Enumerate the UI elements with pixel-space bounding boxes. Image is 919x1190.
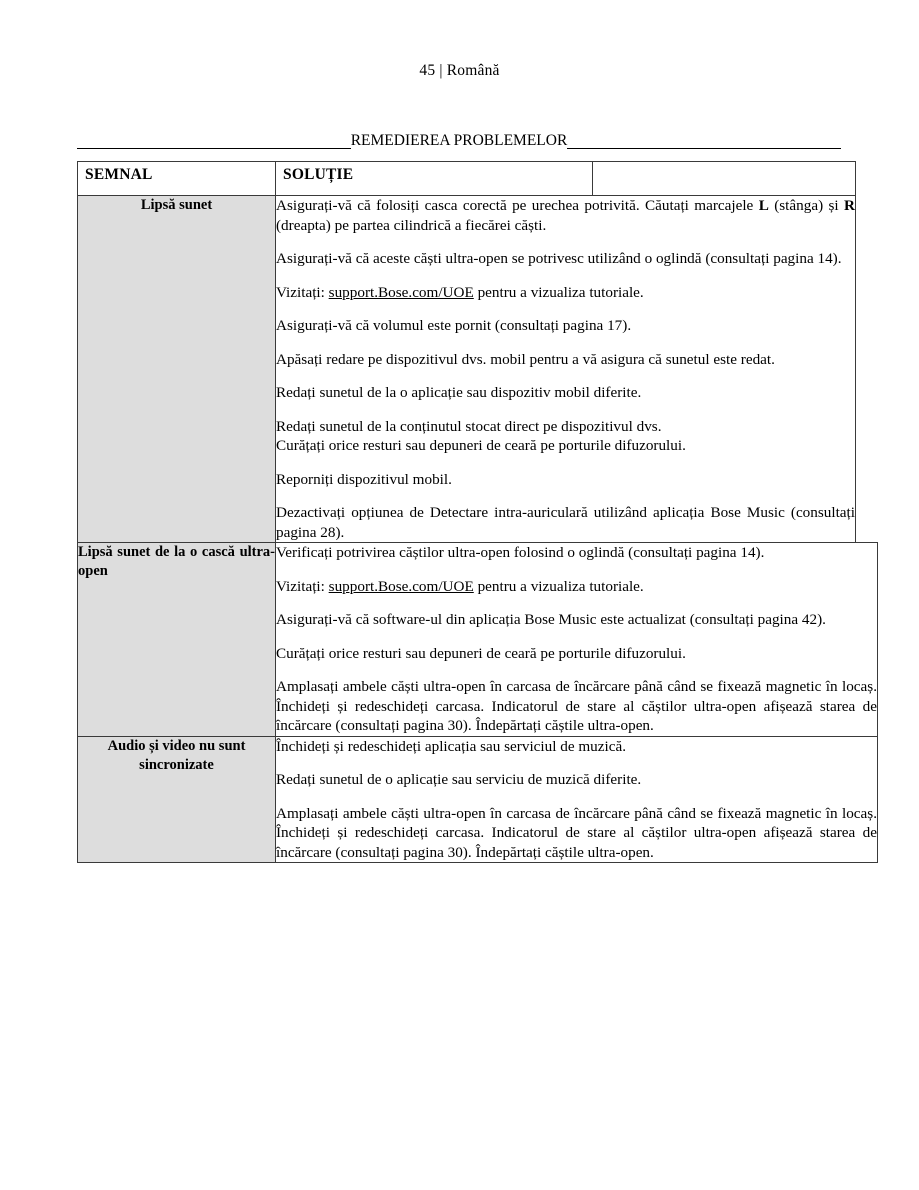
- solution-paragraph: Curățați orice resturi sau depuneri de ceară pe porturile difuzorului.: [276, 644, 686, 662]
- emphasis-text: L: [758, 197, 769, 214]
- solution-paragraph: Redați sunetul de la conținutul stocat direct pe dispozitivul dvs.: [276, 417, 662, 435]
- column-header-extra: [593, 162, 856, 196]
- table-body: [78, 162, 878, 863]
- solution-paragraph: Vizitați: support.Bose.com/UOE pentru a vizualiza tutoriale.: [276, 577, 644, 595]
- solution-paragraph: Curățați orice resturi sau depuneri de ceară pe porturile difuzorului.: [276, 437, 686, 454]
- solution-paragraph: Vizitați: support.Bose.com/UOE pentru a vizualiza tutoriale.: [276, 283, 644, 301]
- solution-paragraph: Închideți și redeschideți aplicația sau serviciul de muzică.: [276, 737, 627, 755]
- solution-paragraph: Asigurați-vă că software-ul din aplicația Bose Music este actualizat (consultați pagina 42).: [276, 611, 826, 628]
- solution-paragraph: Asigurați-vă că aceste căști ultra-open se potrivesc utilizând o oglindă (consultați pagina 14).: [276, 250, 842, 267]
- solution-paragraph: Redați sunetul de o aplicație sau serviciu de muzică diferite.: [276, 771, 642, 788]
- solution-paragraph: Reporniți dispozitivul mobil.: [276, 470, 452, 488]
- page-number: 45 | Română: [419, 62, 500, 79]
- table-row: [78, 196, 878, 543]
- solution-paragraph: Apăsați redare pe dispozitivul dvs. mobil pentru a vă asigura că sunetul este redat.: [276, 350, 775, 368]
- table-row: [78, 736, 878, 863]
- support-url-link[interactable]: support.Bose.com/UOE: [328, 283, 474, 301]
- solution-cell-av-out-of-sync: [276, 736, 878, 863]
- signal-label-no-sound-one-bud: Lipsă sunet de la o cască ultra-open: [78, 543, 276, 737]
- row-spacer-cell: [856, 196, 878, 543]
- solution-cell-no-sound: [276, 196, 856, 543]
- solution-paragraph: Dezactivați opțiunea de Detectare intra-auriculară utilizând aplicația Bose Music (consultați pagina 28).: [276, 504, 855, 541]
- column-header-solution: SOLUȚIE: [276, 162, 593, 196]
- solution-paragraph: Amplasați ambele căști ultra-open în carcasa de încărcare până când se fixează magnetic în locaș. Închideți și redeschideți carcasa. Indicatorul de stare al căștilor ultra-open afișează starea de încărcare (consultați pagina 30). Îndepărtați căștile ultra-open.: [276, 804, 877, 861]
- table-header-row: [78, 162, 878, 196]
- section-heading: [77, 125, 841, 149]
- emphasis-text: R: [844, 197, 855, 214]
- solution-paragraph: Asigurați-vă că folosiți casca corectă pe urechea potrivită. Căutați marcajele L (stânga) și R (dreapta) pe partea cilindrică a fiecărei căști.: [276, 197, 855, 234]
- solution-cell-no-sound-one-bud: [276, 543, 878, 737]
- section-title-text: REMEDIEREA PROBLEMELOR: [350, 132, 568, 149]
- solution-paragraph: Redați sunetul de la o aplicație sau dispozitiv mobil diferite.: [276, 384, 642, 401]
- heading-rule-left: [77, 137, 351, 149]
- signal-label-no-sound: Lipsă sunet: [78, 196, 276, 543]
- solution-paragraph: Asigurați-vă că volumul este pornit (consultați pagina 17).: [276, 317, 632, 334]
- table-row: [78, 543, 878, 737]
- solution-paragraph: Verificați potrivirea căștilor ultra-open folosind o oglindă (consultați pagina 14).: [276, 544, 765, 561]
- heading-rule-right: [567, 137, 841, 149]
- troubleshooting-table: [77, 161, 878, 863]
- solution-paragraph: Amplasați ambele căști ultra-open în carcasa de încărcare până când se fixează magnetic în locaș. Închideți și redeschideți carcasa. Indicatorul de stare al căștilor ultra-open afișează starea de încărcare (consultați pagina 30). Îndepărtați căștile ultra-open.: [276, 678, 877, 734]
- signal-label-av-out-of-sync: Audio și video nu sunt sincronizate: [78, 736, 276, 863]
- support-url-link[interactable]: support.Bose.com/UOE: [328, 577, 474, 595]
- column-header-signal: SEMNAL: [78, 162, 276, 196]
- header-spacer-cell: [856, 162, 878, 196]
